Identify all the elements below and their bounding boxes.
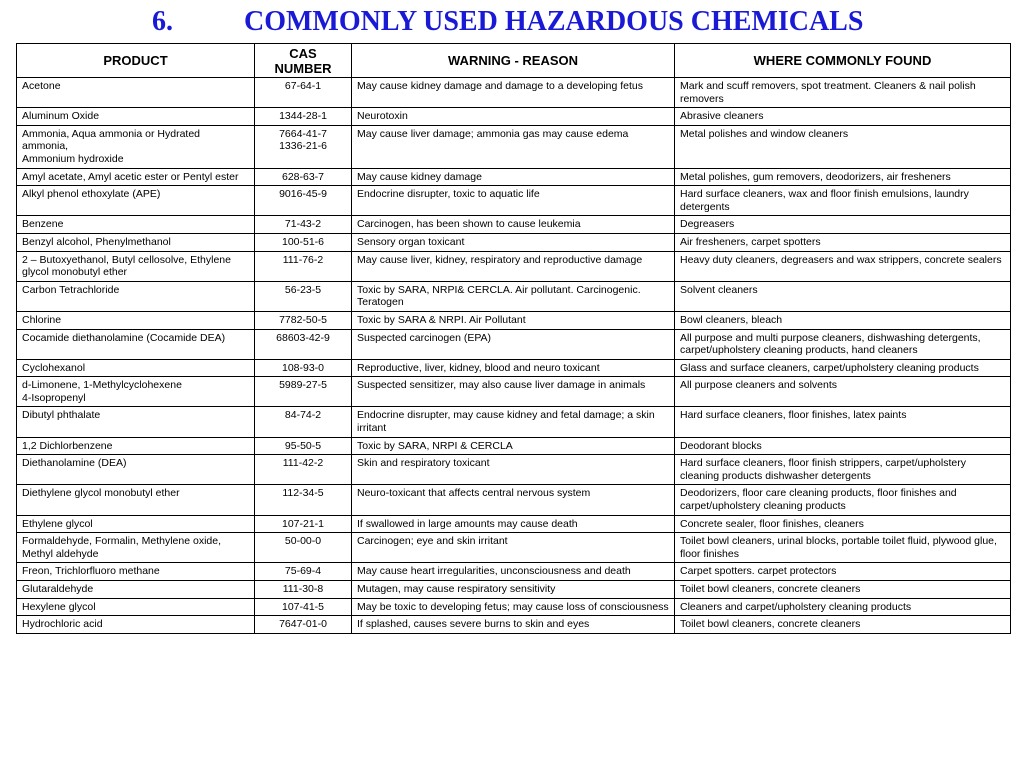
where-found-cell-text: Solvent cleaners [680,283,758,296]
cas-number-cell-text: 108-93-0 [281,361,325,374]
cas-number-cell-text: 7647-01-0 [279,618,327,631]
product-cell-text: Cocamide diethanolamine (Cocamide DEA) [22,331,226,344]
cas-number-cell [255,437,352,455]
product-cell [17,515,255,533]
table-row [17,186,1011,216]
warning-cell [352,108,675,126]
page-title [0,4,1024,40]
cas-number-cell [255,598,352,616]
table-row [17,485,1011,515]
where-found-cell-text: Concrete sealer, floor finishes, cleaners [680,517,864,530]
cas-number-cell [255,329,352,359]
cas-number-cell-text: 68603-42-9 [276,331,330,344]
product-cell [17,125,255,168]
product-cell-text: 2 – Butoxyethanol, Butyl cellosolve, Ethylene glycol monobutyl ether [22,253,231,279]
where-found-cell [675,281,1011,311]
warning-cell [352,329,675,359]
cas-number-cell-text: 9016-45-9 [279,188,327,201]
cas-number-cell [255,281,352,311]
cas-number-cell-text: 112-34-5 [282,487,324,500]
table-row [17,108,1011,126]
where-found-cell [675,533,1011,563]
warning-cell [352,581,675,599]
cas-number-cell-text: 100-51-6 [281,235,325,248]
product-cell-text: Ethylene glycol [22,517,93,530]
cas-number-cell [255,359,352,377]
table-body [17,78,1011,634]
warning-cell [352,125,675,168]
cas-number-cell [255,515,352,533]
product-cell-text: Glutaraldehyde [22,583,94,595]
product-cell [17,329,255,359]
product-cell-text: d-Limonene, 1-Methylcyclohexene 4-Isopropenyl [22,379,182,404]
where-found-cell [675,455,1011,485]
product-cell-text: Acetone [22,80,61,92]
cas-number-cell-text: 107-41-5 [281,600,325,613]
table-row [17,125,1011,168]
product-cell-text: Carbon Tetrachloride [22,283,120,296]
product-cell [17,186,255,216]
table-row [17,581,1011,599]
where-found-cell-text: Metal polishes, gum removers, deodorizers, air fresheners [680,170,951,183]
product-cell [17,407,255,437]
warning-cell-text: Suspected carcinogen (EPA) [357,331,492,344]
cas-number-cell [255,108,352,126]
table-row [17,515,1011,533]
table-row [17,281,1011,311]
warning-cell-text: If splashed, causes severe burns to skin and eyes [357,618,590,631]
where-found-cell-text: Cleaners and carpet/upholstery cleaning products [680,600,912,613]
product-cell-text: Amyl acetate, Amyl acetic ester or Pentyl ester [22,170,239,183]
where-found-cell-text: Metal polishes and window cleaners [680,127,849,140]
product-cell [17,311,255,329]
warning-cell-text: Sensory organ toxicant [357,235,465,248]
cas-number-cell-text: 5989-27-5 [279,379,327,392]
table-row [17,437,1011,455]
where-found-cell-text: Deodorizers, floor care cleaning products, floor finishes and carpet/upholstery cleaning products [680,487,957,513]
where-found-cell-text: Hard surface cleaners, floor finishes, latex paints [680,409,907,422]
where-found-cell-text: Carpet spotters. carpet protectors [680,565,837,578]
where-found-cell [675,598,1011,616]
warning-cell [352,233,675,251]
cas-number-cell [255,581,352,599]
where-found-cell-text: Mark and scuff removers, spot treatment. Cleaners & nail polish removers [680,80,976,105]
cas-number-cell [255,533,352,563]
where-found-cell-text: Hard surface cleaners, floor finish strippers, carpet/upholstery cleaning products dishwasher detergents [680,457,966,482]
cas-number-cell [255,125,352,168]
cas-number-cell-text: 71-43-2 [284,218,322,231]
warning-cell-text: Toxic by SARA & NRPI. Air Pollutant [357,313,526,326]
where-found-cell [675,168,1011,186]
table-row [17,359,1011,377]
title-number: 6. [152,6,173,37]
warning-cell [352,359,675,377]
table-row [17,377,1011,407]
warning-cell-text: Neurotoxin [357,110,408,123]
where-found-cell-text: Toilet bowl cleaners, concrete cleaners [680,583,861,595]
where-found-cell [675,108,1011,126]
where-found-cell [675,515,1011,533]
table-row [17,168,1011,186]
product-cell [17,108,255,126]
where-found-cell [675,563,1011,581]
table-row [17,78,1011,108]
warning-cell-text: May cause liver damage; ammonia gas may cause edema [357,127,629,140]
cas-number-cell [255,407,352,437]
warning-cell [352,455,675,485]
warning-cell-text: May cause kidney damage and damage to a developing fetus [357,80,644,92]
warning-cell [352,216,675,234]
product-cell-text: Benzene [22,218,64,231]
warning-cell [352,437,675,455]
where-found-cell [675,437,1011,455]
where-found-cell-text: All purpose cleaners and solvents [680,379,838,392]
warning-cell [352,407,675,437]
cas-number-cell [255,78,352,108]
where-found-cell [675,78,1011,108]
cas-number-cell-text: 111-30-8 [282,583,324,595]
cas-number-cell [255,455,352,485]
product-cell [17,616,255,634]
cas-number-cell-text: 67-64-1 [284,80,322,92]
cas-number-cell-text: 107-21-1 [281,517,325,530]
warning-cell [352,598,675,616]
product-cell-text: Aluminum Oxide [22,110,100,123]
warning-cell-text: Endocrine disrupter, may cause kidney and fetal damage; a skin irritant [357,409,655,435]
table-row [17,563,1011,581]
cas-number-cell-text: 628-63-7 [281,170,325,183]
where-found-cell [675,581,1011,599]
product-cell [17,359,255,377]
warning-cell-text: Toxic by SARA, NRPI& CERCLA. Air pollutant. Carcinogenic. Teratogen [357,283,641,309]
cas-number-cell [255,311,352,329]
cas-number-cell-text: 1344-28-1 [279,110,327,123]
product-cell-text: Hexylene glycol [22,600,96,613]
where-found-cell [675,485,1011,515]
where-found-cell [675,216,1011,234]
where-found-cell-text: All purpose and multi purpose cleaners, dishwashing detergents, carpet/upholstery cleaning products, hand cleaners [680,331,981,357]
product-cell [17,581,255,599]
header-cas-number: CAS NUMBER [255,44,352,78]
where-found-cell [675,407,1011,437]
header-warning-reason: WARNING - REASON [352,44,675,78]
where-found-cell-text: Toilet bowl cleaners, concrete cleaners [680,618,861,631]
warning-cell-text: Endocrine disrupter, toxic to aquatic life [357,188,540,201]
table-row [17,251,1011,281]
product-cell [17,437,255,455]
cas-number-cell-text: 7782-50-5 [279,313,327,326]
warning-cell [352,377,675,407]
where-found-cell-text: Bowl cleaners, bleach [680,313,783,326]
warning-cell-text: Skin and respiratory toxicant [357,457,490,470]
table-header-row [17,44,1011,78]
warning-cell-text: May cause heart irregularities, unconsciousness and death [357,565,631,578]
warning-cell-text: Carcinogen; eye and skin irritant [357,535,508,548]
where-found-cell [675,125,1011,168]
product-cell [17,216,255,234]
warning-cell-text: May cause kidney damage [357,170,482,183]
table-row [17,455,1011,485]
warning-cell-text: May cause liver, kidney, respiratory and reproductive damage [357,253,643,266]
warning-cell [352,186,675,216]
product-cell-text: Dibutyl phthalate [22,409,101,422]
cas-number-cell [255,485,352,515]
warning-cell-text: Mutagen, may cause respiratory sensitivity [357,583,556,595]
where-found-cell-text: Abrasive cleaners [680,110,764,123]
cas-number-cell-text: 75-69-4 [284,565,322,578]
header-product: PRODUCT [17,44,255,78]
warning-cell-text: Reproductive, liver, kidney, blood and neuro toxicant [357,361,600,374]
product-cell-text: Cyclohexanol [22,361,86,374]
table-row [17,407,1011,437]
where-found-cell [675,251,1011,281]
product-cell [17,563,255,581]
where-found-cell [675,329,1011,359]
where-found-cell [675,359,1011,377]
where-found-cell-text: Glass and surface cleaners, carpet/upholstery cleaning products [680,361,979,374]
warning-cell-text: If swallowed in large amounts may cause death [357,517,578,530]
warning-cell [352,168,675,186]
product-cell-text: Diethylene glycol monobutyl ether [22,487,180,500]
warning-cell-text: Toxic by SARA, NRPI & CERCLA [357,439,513,452]
product-cell [17,168,255,186]
where-found-cell [675,616,1011,634]
product-cell-text: Alkyl phenol ethoxylate (APE) [22,188,161,201]
cas-number-cell [255,168,352,186]
product-cell [17,233,255,251]
cas-number-cell [255,233,352,251]
warning-cell-text: Neuro-toxicant that affects central nervous system [357,487,591,500]
warning-cell-text: Carcinogen, has been shown to cause leukemia [357,218,581,231]
warning-cell-text: Suspected sensitizer, may also cause liver damage in animals [357,379,646,392]
cas-number-cell [255,216,352,234]
where-found-cell-text: Air fresheners, carpet spotters [680,235,821,248]
cas-number-cell [255,616,352,634]
product-cell [17,533,255,563]
product-cell-text: Freon, Trichlorfluoro methane [22,565,160,578]
chemicals-table [16,43,1011,634]
product-cell-text: Benzyl alcohol, Phenylmethanol [22,235,171,248]
table-row [17,233,1011,251]
cas-number-cell-text: 95-50-5 [284,439,322,452]
cas-number-cell-text: 84-74-2 [284,409,322,422]
warning-cell [352,78,675,108]
product-cell [17,281,255,311]
product-cell-text: Chlorine [22,313,62,326]
where-found-cell-text: Deodorant blocks [680,439,762,452]
warning-cell [352,281,675,311]
product-cell [17,251,255,281]
warning-cell [352,485,675,515]
where-found-cell-text: Toilet bowl cleaners, urinal blocks, portable toilet fluid, plywood glue, floor finishes [680,535,997,560]
table-row [17,616,1011,634]
where-found-cell-text: Heavy duty cleaners, degreasers and wax strippers, concrete sealers [680,253,1002,266]
warning-cell-text: May be toxic to developing fetus; may cause loss of consciousness [357,600,669,613]
cas-number-cell [255,563,352,581]
product-cell-text: 1,2 Dichlorbenzene [22,439,113,452]
where-found-cell [675,186,1011,216]
table-row [17,598,1011,616]
where-found-cell [675,311,1011,329]
where-found-cell [675,233,1011,251]
product-cell [17,377,255,407]
cas-number-cell-text: 7664-41-7 1336-21-6 [279,127,327,153]
product-cell [17,485,255,515]
product-cell-text: Diethanolamine (DEA) [22,457,127,470]
warning-cell [352,616,675,634]
product-cell [17,598,255,616]
cas-number-cell [255,186,352,216]
cas-number-cell-text: 111-42-2 [282,457,324,470]
table-row [17,216,1011,234]
title-text: COMMONLY USED HAZARDOUS CHEMICALS [244,6,864,37]
where-found-cell-text: Degreasers [680,218,735,231]
table-row [17,329,1011,359]
product-cell-text: Formaldehyde, Formalin, Methylene oxide, Methyl aldehyde [22,535,222,560]
cas-number-cell-text: 56-23-5 [284,283,322,296]
product-cell [17,78,255,108]
where-found-cell-text: Hard surface cleaners, wax and floor finish emulsions, laundry detergents [680,188,969,213]
warning-cell [352,311,675,329]
warning-cell [352,251,675,281]
warning-cell [352,563,675,581]
table-row [17,311,1011,329]
warning-cell [352,533,675,563]
cas-number-cell [255,377,352,407]
where-found-cell [675,377,1011,407]
cas-number-cell-text: 111-76-2 [282,253,324,266]
warning-cell [352,515,675,533]
cas-number-cell-text: 50-00-0 [284,535,322,548]
header-where-found: WHERE COMMONLY FOUND [675,44,1011,78]
product-cell-text: Hydrochloric acid [22,618,103,631]
cas-number-cell [255,251,352,281]
product-cell-text: Ammonia, Aqua ammonia or Hydrated ammonia, Ammonium hydroxide [22,127,201,165]
table-row [17,533,1011,563]
product-cell [17,455,255,485]
